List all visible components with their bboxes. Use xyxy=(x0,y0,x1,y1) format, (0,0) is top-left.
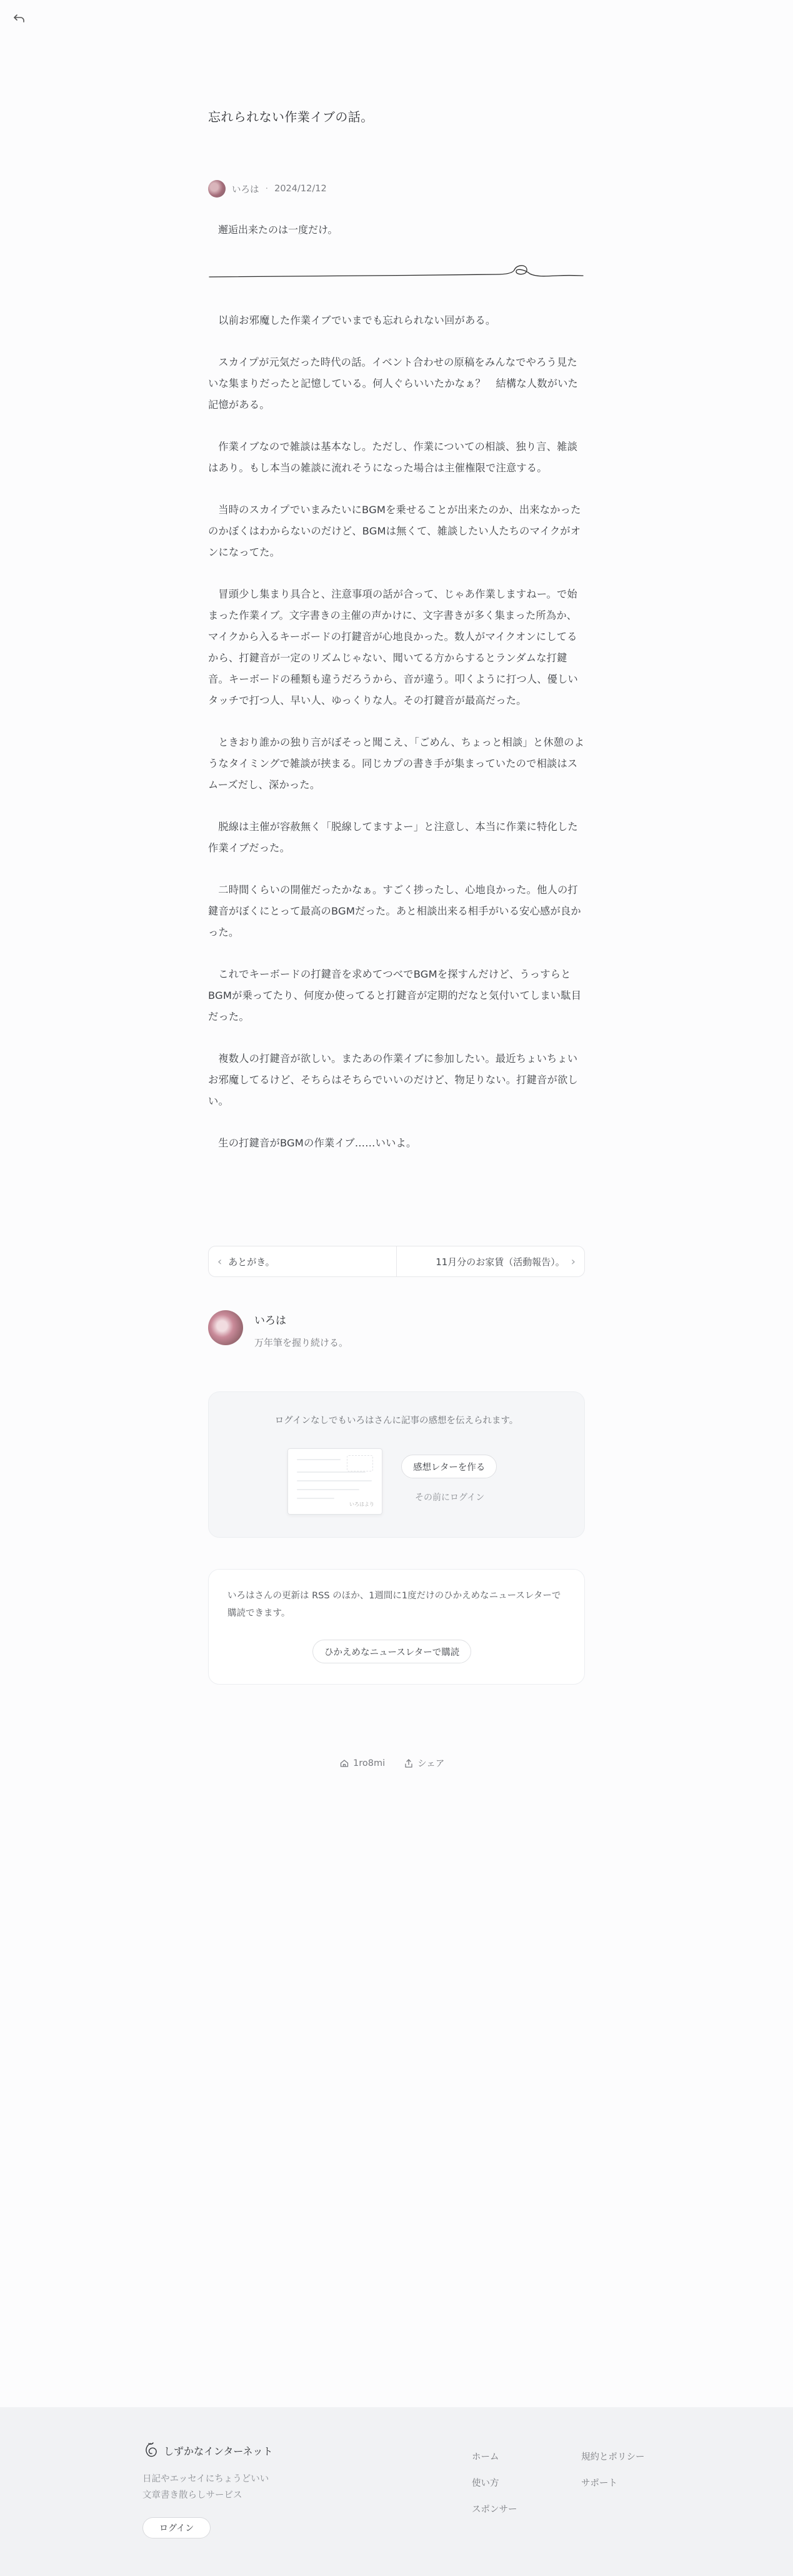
next-post-link[interactable] xyxy=(396,1246,584,1276)
footer-link-support[interactable]: サポート xyxy=(581,2478,617,2488)
next-post-title: 11月分のお家賃（活動報告）。 xyxy=(436,1256,565,1268)
paragraph: 生の打鍵音がBGMの作業イブ……いいよ。 xyxy=(218,1137,417,1149)
meta-separator: · xyxy=(265,184,269,194)
footer-tagline xyxy=(142,2471,269,2503)
paragraph: スカイプが元気だった時代の話。イベント合わせの原稿をみんなでやろう見たいな集まりだったと記憶している。何人ぐらいいたかなぁ？ 結構な人数がいた記憶がある。 xyxy=(208,356,578,411)
house-icon xyxy=(339,1758,349,1768)
footer-login-button[interactable]: ログイン xyxy=(142,2517,211,2538)
paragraph: 複数人の打鍵音が欲しい。またあの作業イブに参加したい。最近ちょいちょいお邪魔してるけど、そちらはそちらでいいのだけど、物足りない。打鍵音が欲しい。 xyxy=(208,1053,578,1107)
author-bio: 万年筆を握り続ける。 xyxy=(254,1337,349,1348)
author-name[interactable]: いろは xyxy=(254,1315,286,1327)
brand-name: しずかなインターネット xyxy=(164,2445,273,2457)
paragraph: ときおり誰かの独り言がぼそっと聞こえ、「ごめん、ちょっと相談」と休憩のようなタイミングで雑談が挟まる。同じカプの書き手が集まっていたので相談はスムーズだし、深かった。 xyxy=(208,736,585,791)
share-icon xyxy=(404,1758,414,1768)
paragraph: 作業イブなので雑談は基本なし。ただし、作業についての相談、独り言、雑談はあり。もし本当の雑談に流れそうになった場合は主催権限で注意する。 xyxy=(208,441,578,474)
tagline-line-2: 文章書き散らしサービス xyxy=(142,2490,242,2500)
chevron-right-icon: › xyxy=(571,1255,576,1268)
chevron-left-icon: ‹ xyxy=(217,1255,222,1268)
newsletter-subscribe-button[interactable]: ひかえめなニュースレターで購読 xyxy=(312,1640,471,1663)
paragraph: これでキーボードの打鍵音を求めてつべでBGMを探すんだけど、うっすらとBGMが乗ってたり、何度か使ってると打鍵音が定期的だなと気付いてしまい駄目だった。 xyxy=(208,968,582,1023)
login-first-link[interactable]: その前にログイン xyxy=(415,1493,485,1503)
share-button[interactable] xyxy=(404,1757,444,1770)
post-meta xyxy=(208,180,327,198)
author-avatar[interactable] xyxy=(208,1310,243,1345)
paragraph: 冒頭少し集まり具合と、注意事項の話が合って、じゃあ作業しますねー。で始まった作業イブ。文字書きの主催の声かけに、文字書きが多く集まった所為か、マイクから入るキーボードの打鍵音が心地良かった。数人がマイクオンにしてるから、打鍵音が一定のリズムじゃない、聞いてる方からするとランダムな打鍵音。キーボードの種類も違うだろうから、音が違う。叩くように打つ人、優しいタッチで打つ人、早い人、ゆっくりな人。その打鍵音が最高だった。 xyxy=(208,588,578,706)
newsletter-description: いろはさんの更新は RSS のほか、1週間に1度だけのひかえめなニュースレターで購読できます。 xyxy=(227,1591,561,1618)
tagline-line-1: 日記やエッセイにちょうどいい xyxy=(142,2474,269,2484)
hand-drawn-divider xyxy=(208,256,585,281)
footer-link-terms[interactable]: 規約とポリシー xyxy=(581,2452,645,2462)
post-actions xyxy=(339,1757,444,1770)
stamp-icon xyxy=(347,1455,373,1471)
newsletter-card xyxy=(208,1569,585,1685)
letter-illustration xyxy=(287,1448,382,1515)
feedback-letter-card xyxy=(208,1391,585,1538)
post-navigation xyxy=(208,1246,585,1277)
paragraph: 二時間くらいの開催だったかなぁ。すごく捗ったし、心地良かった。他人の打鍵音がぼくにとって最高のBGMだった。あと相談出来る相手がいる安心感が良かった。 xyxy=(208,884,581,938)
footer-link-home[interactable]: ホーム xyxy=(472,2452,499,2462)
share-label: シェア xyxy=(417,1759,445,1769)
prev-post-title: あとがき。 xyxy=(228,1256,275,1268)
footer-link-sponsor[interactable]: スポンサー xyxy=(472,2505,517,2515)
back-button[interactable] xyxy=(11,10,27,26)
paragraph: 脱線は主催が容赦無く「脱線してますよー」と注意し、本当に作業に特化した作業イブだった。 xyxy=(208,821,578,854)
author-name-link[interactable]: いろは xyxy=(232,184,259,195)
prev-post-link[interactable] xyxy=(209,1246,396,1276)
brand-logo-icon xyxy=(142,2442,159,2459)
make-letter-button[interactable]: 感想レターを作る xyxy=(401,1455,497,1478)
paragraph: 当時のスカイプでいまみたいにBGMを乗せることが出来たのか、出来なかったのかぼくはわからないのだけど、BGMは無くて、雑談したい人たちのマイクがオンになってた。 xyxy=(208,504,581,558)
article-body xyxy=(208,310,585,1175)
brand-link[interactable] xyxy=(142,2442,273,2459)
handle-label: 1ro8mi xyxy=(353,1758,386,1768)
lead-line: 邂逅出来たのは一度だけ。 xyxy=(218,224,338,236)
letter-signature: いろはより xyxy=(349,1501,374,1507)
back-arrow-icon xyxy=(11,10,27,26)
site-footer xyxy=(0,2407,793,2576)
post-date: 2024/12/12 xyxy=(274,184,327,194)
letter-prompt: ログインなしでもいろはさんに記事の感想を伝えられます。 xyxy=(274,1416,519,1426)
paragraph: 以前お邪魔した作業イブでいまでも忘れられない回がある。 xyxy=(218,314,496,326)
author-avatar-small[interactable] xyxy=(208,180,226,198)
home-handle-link[interactable] xyxy=(339,1757,385,1770)
post-title: 忘れられない作業イブの話。 xyxy=(208,109,374,124)
footer-link-howto[interactable]: 使い方 xyxy=(472,2478,499,2488)
author-card xyxy=(208,1310,348,1349)
